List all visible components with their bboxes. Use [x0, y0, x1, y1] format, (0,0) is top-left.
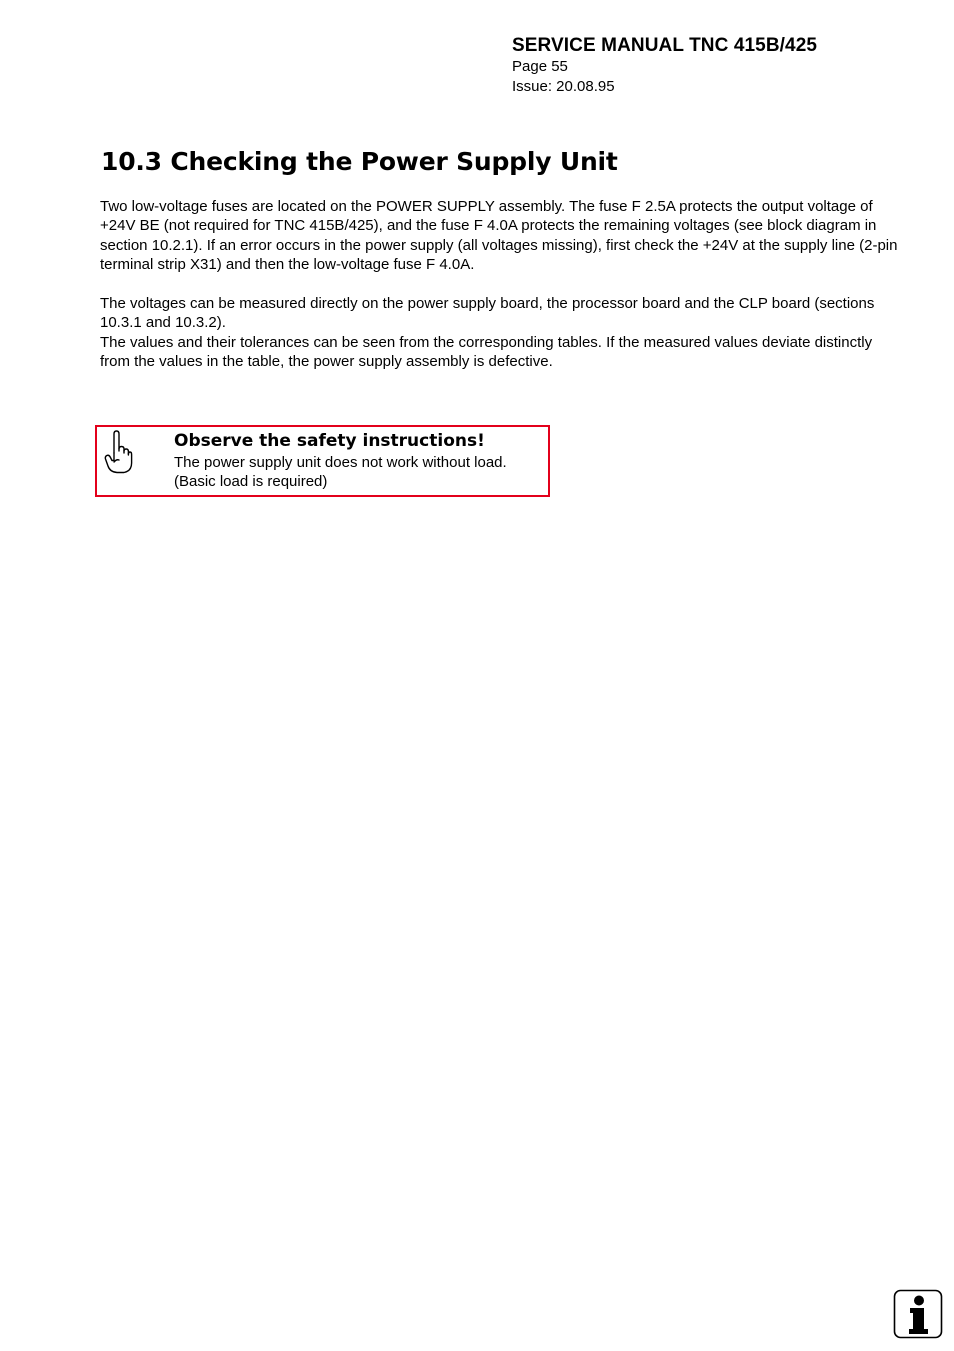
paragraph-tolerances: The values and their tolerances can be seen from the corresponding tables. If the measured values deviate distinctly from the values in the table, the power supply assembly is defective.: [100, 333, 873, 371]
notice-text-line-1: The power supply unit does not work without load.: [174, 454, 507, 471]
paragraph-gap: [100, 275, 900, 294]
paragraph-fuses: Two low-voltage fuses are located on the POWER SUPPLY assembly. The fuse F 2.5A protects the output voltage of +24V BE (not required for TNC 415B/425), and the fuse F 4.0A protects the remaining voltages (see block diagram in section 10.2.1). If an error occurs in the power supply (all voltages missing), first check the +24V at the supply line (2-pin terminal strip X31) and then the low-voltage fuse F 4.0A.: [100, 198, 898, 274]
issue-date: Issue: 20.08.95: [512, 78, 615, 95]
section-title: 10.3 Checking the Power Supply Unit: [101, 147, 618, 176]
pointing-hand-icon: [103, 429, 133, 475]
info-icon: [893, 1289, 943, 1339]
page-header: [512, 35, 932, 97]
notice-title: Observe the safety instructions!: [174, 431, 485, 451]
section-body: [100, 197, 900, 372]
page-number: Page 55: [512, 58, 568, 75]
notice-text-line-2: (Basic load is required): [174, 473, 328, 490]
paragraph-measurement: The voltages can be measured directly on the power supply board, the processor board and the CLP board (sections 10.3.1 and 10.3.2).: [100, 295, 875, 332]
manual-title: SERVICE MANUAL TNC 415B/425: [512, 35, 818, 56]
safety-notice-box: [95, 425, 550, 497]
